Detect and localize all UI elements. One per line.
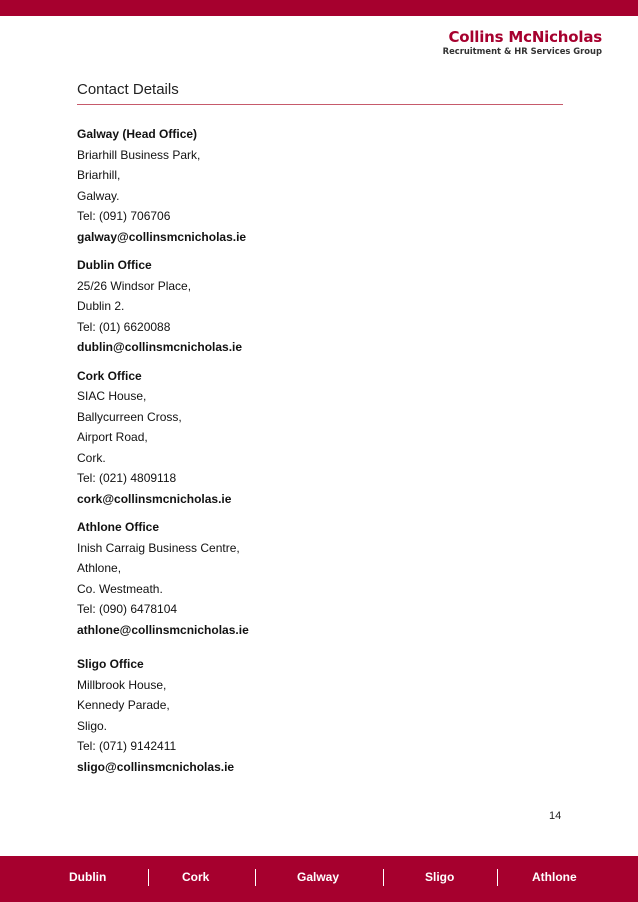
address-line: Ballycurreen Cross, (77, 409, 182, 424)
office-email-link[interactable]: dublin@collinsmcnicholas.ie (77, 340, 243, 354)
top-brand-bar (0, 0, 638, 16)
address-line: Airport Road, (77, 430, 148, 444)
office-phone: Tel: (090) 6478104 (77, 602, 178, 616)
address-line: Inish Carraig Business Centre, (77, 540, 240, 555)
office-dublin (77, 255, 557, 358)
office-cork (77, 366, 557, 510)
office-phone: Tel: (091) 706706 (77, 209, 171, 223)
footer-divider (383, 869, 384, 886)
logo-tagline: Recruitment & HR Services Group (442, 46, 602, 56)
address-line: Briarhill, (77, 168, 121, 182)
footer-link-cork[interactable]: Cork (182, 870, 210, 884)
footer-link-athlone[interactable]: Athlone (532, 870, 577, 884)
address-line: Briarhill Business Park, (77, 147, 201, 162)
office-phone: Tel: (021) 4809118 (77, 471, 177, 485)
office-sligo (77, 654, 557, 777)
office-title: Dublin Office (77, 258, 152, 272)
address-line: Cork. (77, 450, 106, 465)
office-email-link[interactable]: sligo@collinsmcnicholas.ie (77, 759, 235, 774)
footer-link-galway[interactable]: Galway (297, 870, 340, 884)
office-phone: Tel: (071) 9142411 (77, 739, 177, 753)
office-phone: Tel: (01) 6620088 (77, 319, 171, 334)
title-divider (77, 104, 563, 105)
office-title: Galway (Head Office) (77, 127, 198, 141)
footer-bar (0, 856, 638, 902)
office-title: Athlone Office (77, 520, 160, 534)
address-line: Kennedy Parade, (77, 698, 170, 712)
address-line: Athlone, (77, 561, 122, 575)
office-athlone (77, 517, 557, 640)
address-line: Millbrook House, (77, 677, 167, 692)
office-list (77, 124, 557, 785)
logo-name: Collins McNicholas (448, 28, 602, 46)
footer-link-dublin[interactable]: Dublin (69, 870, 107, 884)
company-logo (443, 28, 602, 57)
footer-divider (255, 869, 256, 886)
address-line: Galway. (77, 188, 120, 203)
office-title: Sligo Office (77, 657, 144, 671)
footer-divider (497, 869, 498, 886)
office-galway (77, 124, 557, 247)
address-line: 25/26 Windsor Place, (77, 278, 192, 293)
office-email-link[interactable]: galway@collinsmcnicholas.ie (77, 229, 247, 244)
page-number: 14 (549, 810, 562, 822)
page-title: Contact Details (77, 81, 179, 98)
office-email-link[interactable]: cork@collinsmcnicholas.ie (77, 491, 232, 506)
address-line: Co. Westmeath. (77, 581, 163, 596)
footer-link-sligo[interactable]: Sligo (425, 870, 455, 884)
address-line: Dublin 2. (77, 299, 125, 313)
office-title: Cork Office (77, 368, 142, 383)
office-email-link[interactable]: athlone@collinsmcnicholas.ie (77, 622, 249, 637)
address-line: SIAC House, (77, 389, 147, 403)
address-line: Sligo. (77, 718, 108, 733)
footer-divider (148, 869, 149, 886)
